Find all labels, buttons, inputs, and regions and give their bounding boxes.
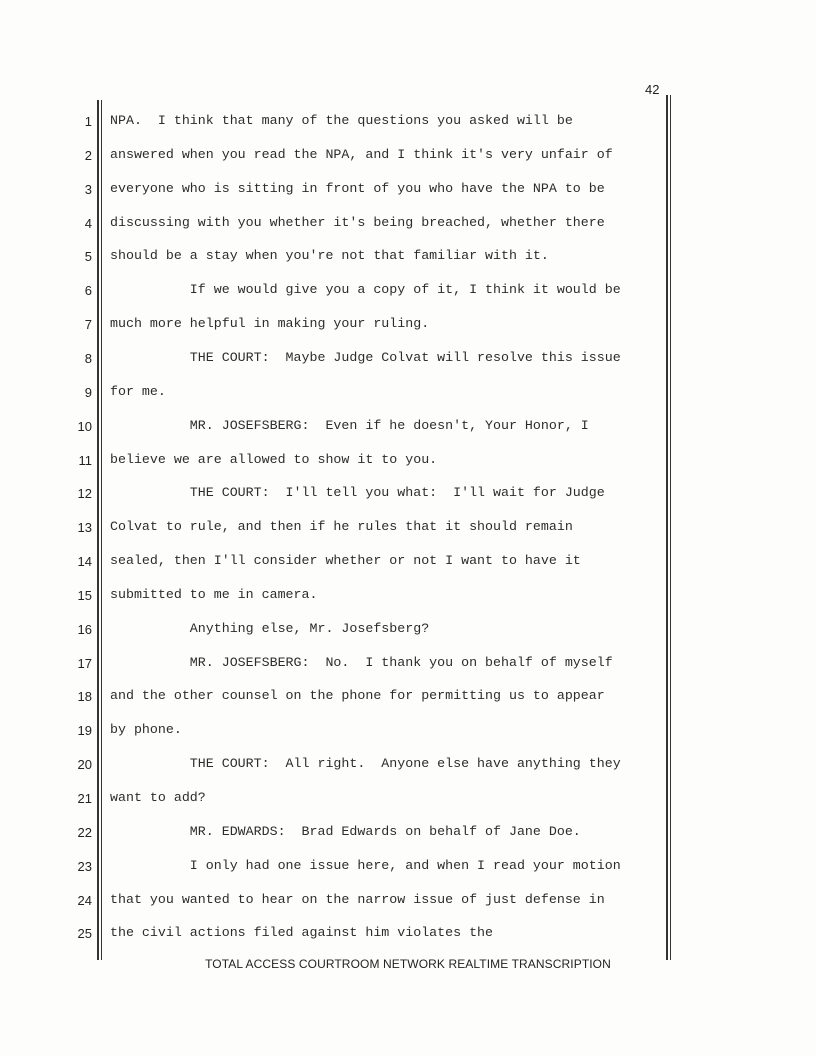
line-number: 12 [77, 486, 92, 502]
transcript-line [0, 213, 816, 235]
line-text: If we would give you a copy of it, I think it would be [110, 282, 621, 298]
line-number: 25 [77, 926, 92, 942]
transcript-line [0, 450, 816, 472]
line-text: discussing with you whether it's being breached, whether there [110, 214, 605, 230]
line-number: 16 [77, 621, 92, 637]
transcript-line [0, 483, 816, 505]
line-text: Colvat to rule, and then if he rules that it should remain [110, 519, 573, 535]
line-number: 9 [84, 384, 92, 400]
line-text: NPA. I think that many of the questions you asked will be [110, 113, 573, 128]
transcript-line [0, 822, 816, 844]
transcript-line [0, 619, 816, 641]
line-text: THE COURT: Maybe Judge Colvat will resolve this issue [110, 349, 621, 365]
line-number: 21 [77, 791, 92, 806]
line-number: 20 [77, 757, 92, 773]
line-text: Anything else, Mr. Josefsberg? [110, 620, 430, 636]
line-text: want to add? [110, 790, 206, 805]
line-number: 17 [77, 655, 92, 671]
line-text: and the other counsel on the phone for permitting us to appear [110, 688, 605, 704]
line-number: 19 [77, 723, 92, 739]
line-number: 11 [78, 452, 92, 468]
line-number: 8 [84, 350, 92, 366]
line-number: 7 [84, 317, 92, 333]
line-number: 22 [77, 824, 92, 840]
transcript-line [0, 111, 816, 133]
line-number: 6 [84, 283, 92, 299]
line-text: should be a stay when you're not that familiar with it. [110, 248, 549, 264]
line-text: that you wanted to hear on the narrow issue of just defense in [110, 891, 605, 907]
transcript-line [0, 686, 816, 708]
line-number: 3 [84, 181, 92, 197]
transcript-line [0, 551, 816, 573]
transcript-line [0, 246, 816, 268]
line-number: 15 [77, 587, 92, 603]
transcript-line [0, 348, 816, 370]
line-number: 18 [77, 689, 92, 705]
line-number: 13 [77, 520, 92, 536]
line-text: for me. [110, 383, 166, 399]
transcript-line [0, 314, 816, 336]
line-number: 5 [84, 249, 92, 265]
line-number: 24 [77, 892, 92, 908]
line-text: everyone who is sitting in front of you who have the NPA to be [110, 180, 605, 196]
transcript-line [0, 754, 816, 776]
page-number: 42 [645, 82, 660, 97]
transcript-line [0, 280, 816, 302]
line-text: submitted to me in camera. [110, 586, 318, 602]
line-text: answered when you read the NPA, and I think it's very unfair of [110, 146, 613, 162]
line-text: I only had one issue here, and when I read your motion [110, 857, 621, 873]
line-text: much more helpful in making your ruling. [110, 316, 430, 332]
transcript-line [0, 890, 816, 912]
footer-caption: TOTAL ACCESS COURTROOM NETWORK REALTIME TRANSCRIPTION [205, 957, 611, 971]
transcript-line [0, 856, 816, 878]
line-number: 4 [84, 215, 92, 231]
transcript-line [0, 720, 816, 742]
line-number: 1 [84, 114, 92, 129]
line-text: THE COURT: All right. Anyone else have anything they [110, 756, 621, 772]
transcript-line [0, 923, 816, 945]
line-number: 14 [77, 554, 92, 570]
transcript-line [0, 788, 816, 810]
transcript-line [0, 653, 816, 675]
line-text: by phone. [110, 722, 182, 738]
line-text: MR. JOSEFSBERG: Even if he doesn't, Your Honor, I [110, 417, 589, 433]
line-text: MR. EDWARDS: Brad Edwards on behalf of Jane Doe. [110, 823, 581, 839]
line-text: the civil actions filed against him violates the [110, 925, 494, 941]
line-text: THE COURT: I'll tell you what: I'll wait for Judge [110, 485, 605, 501]
line-text: MR. JOSEFSBERG: No. I thank you on behalf of myself [110, 654, 613, 670]
line-number: 23 [77, 858, 92, 874]
line-text: believe we are allowed to show it to you. [110, 451, 438, 467]
transcript-line [0, 517, 816, 539]
line-number: 10 [77, 418, 92, 434]
transcript-line [0, 382, 816, 404]
line-number: 2 [84, 147, 92, 163]
transcript-line [0, 145, 816, 167]
transcript-line [0, 416, 816, 438]
line-text: sealed, then I'll consider whether or not I want to have it [110, 553, 581, 569]
transcript-line [0, 179, 816, 201]
transcript-line [0, 585, 816, 607]
